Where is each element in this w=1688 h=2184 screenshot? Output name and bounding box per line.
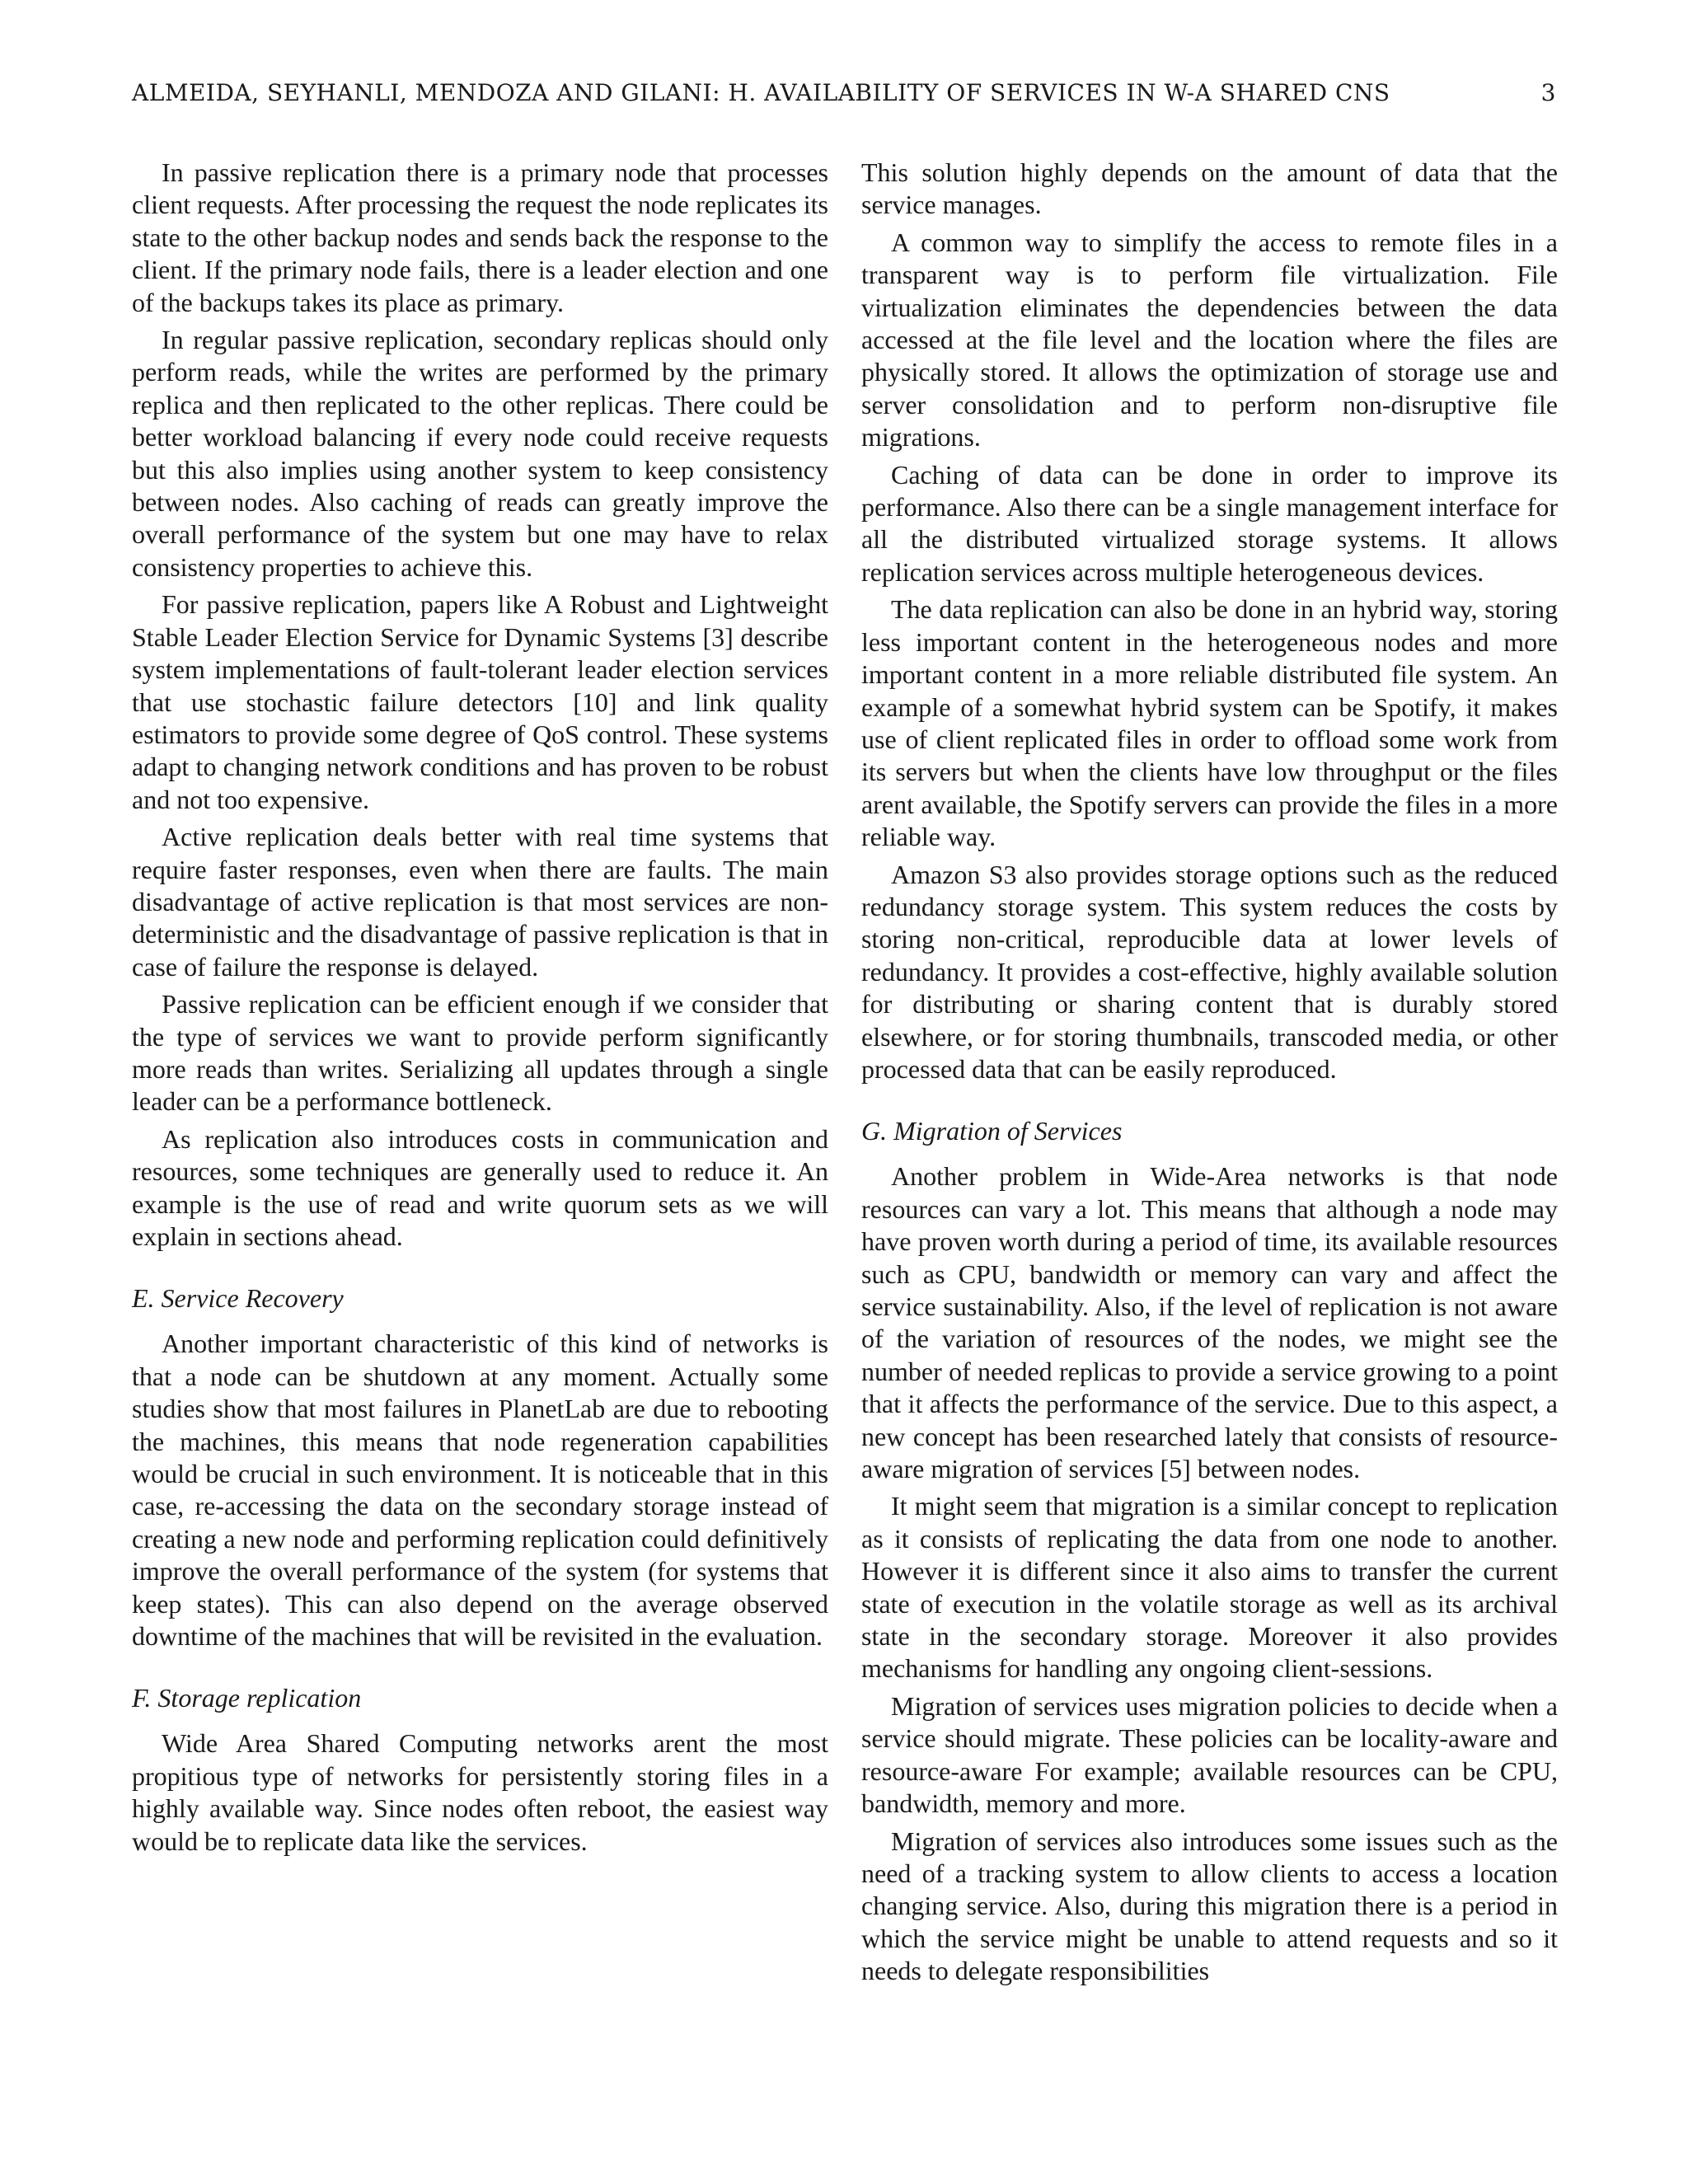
running-title: ALMEIDA, SEYHANLI, MENDOZA AND GILANI: H. AVAILABILITY OF SERVICES IN W-A SHARED CNS [132,79,1390,106]
paragraph-active-replication: Active replication deals better with real time systems that require faster responses, even when there are faults. The main disadvantage of active replication is that most services are non-deterministic and the disadvantage of passive replication is that in case of failure the response is delayed. [132,822,828,982]
right-column [861,157,1558,1993]
left-column [132,157,828,1863]
paragraph-service-recovery: Another important characteristic of this kind of networks is that a node can be shutdown at any moment. Actually some studies show that most failures in PlanetLab are due to rebooting the machines, this means that node regeneration capabilities would be crucial in such environment. It is noticeable that in this case, re-accessing the data on the secondary storage instead of creating a new node and performing replication could definitively improve the overall performance of the system (for systems that keep states). This can also depend on the average observed downtime of the machines that will be revisited in the evaluation. [132,1329,828,1652]
paragraph-leader-election: For passive replication, papers like A Robust and Lightweight Stable Leader Election Service for Dynamic Systems [3] describe system implementations of fault-tolerant leader election services that use stochastic failure detectors [10] and link quality estimators to provide some degree of QoS control. These systems adapt to changing network conditions and has proven to be robust and not too expensive. [132,589,828,814]
paragraph-caching: Caching of data can be done in order to improve its performance. Also there can be a single management interface for all the distributed virtualized storage systems. It allows replication services across multiple heterogeneous devices. [861,459,1558,587]
paragraph-migration-policies: Migration of services uses migration policies to decide when a service should migrate. These policies can be locality-aware and resource-aware For example; available resources can be CPU, bandwidth, memory and more. [861,1690,1558,1819]
paragraph-hybrid-replication: The data replication can also be done in an hybrid way, storing less important content in the heterogeneous nodes and more important content in a more reliable distributed file system. An example of a somewhat hybrid system can be Spotify, it makes use of client replicated files in order to offload some work from its servers but when the clients have low throughput or the files arent available, the Spotify servers can provide the files in a more reliable way. [861,594,1558,852]
paragraph-replication-costs: As replication also introduces costs in communication and resources, some techniques are generally used to reduce it. An example is the use of read and write quorum sets as we will explain in sections ahead. [132,1123,828,1251]
paragraph-storage-continued: This solution highly depends on the amount of data that the service manages. [861,157,1558,220]
paragraph-passive-efficiency: Passive replication can be efficient enough if we consider that the type of services we want to provide perform significantly more reads than writes. Serializing all updates through a single leader can be a performance bottleneck. [132,989,828,1117]
section-heading-service-recovery: E. Service Recovery [132,1283,344,1314]
paragraph-migration-vs-replication: It might seem that migration is a similar concept to replication as it consists of replicating the data from one node to another. However it is different since it also aims to transfer the current state of execution in the volatile storage as well as its archival state in the secondary storage. Moreover it also provides mechanisms for handling any ongoing client-sessions. [861,1491,1558,1684]
paragraph-file-virtualization: A common way to simplify the access to remote files in a transparent way is to perform file virtualization. File virtualization eliminates the dependencies between the data accessed at the file level and the location where the files are physically stored. It allows the optimization of storage use and server consolidation and to perform non-disruptive file migrations. [861,227,1558,452]
paragraph-migration-issues: Migration of services also introduces some issues such as the need of a tracking system to allow clients to access a location changing service. Also, during this migration there is a period in which the service might be unable to attend requests and so it needs to delegate responsibilities [861,1825,1558,1986]
paragraph-amazon-s3: Amazon S3 also provides storage options such as the reduced redundancy storage system. This system reduces the costs by storing non-critical, reproducible data at lower levels of redundancy. It provides a cost-effective, highly available solution for distributing or sharing content that is durably stored elsewhere, or for storing thumbnails, transcoded media, or other processed data that can be easily reproduced. [861,859,1558,1084]
paragraph-storage-replication: Wide Area Shared Computing networks arent the most propitious type of networks for persistently storing files in a highly available way. Since nodes often reboot, the easiest way would be to replicate data like the services. [132,1728,828,1856]
paragraph-passive-replication: In passive replication there is a primary node that processes client requests. After processing the request the node replicates its state to the other backup nodes and sends back the response to the client. If the primary node fails, there is a leader election and one of the backups takes its place as primary. [132,157,828,317]
running-header [132,79,1556,112]
section-heading-storage-replication: F. Storage replication [132,1683,362,1713]
paragraph-regular-passive-replication: In regular passive replication, secondary replicas should only perform reads, while the writes are performed by the primary replica and then replicated to the other replicas. There could be better workload balancing if every node could receive requests but this also implies using another system to keep consistency between nodes. Also caching of reads can greatly improve the overall performance of the system but one may have to relax consistency properties to achieve this. [132,325,828,582]
section-heading-migration: G. Migration of Services [861,1116,1123,1146]
page-number: 3 [1540,79,1556,106]
paragraph-node-resources: Another problem in Wide-Area networks is that node resources can vary a lot. This means that although a node may have proven worth during a period of time, its available resources such as CPU, bandwidth or memory can vary and affect the service sustainability. Also, if the level of replication is not aware of the variation of resources of the nodes, we might see the number of needed replicas to provide a service growing to a point that it affects the performance of the service. Due to this aspect, a new concept has been researched lately that consists of resource-aware migration of services [5] between nodes. [861,1161,1558,1484]
